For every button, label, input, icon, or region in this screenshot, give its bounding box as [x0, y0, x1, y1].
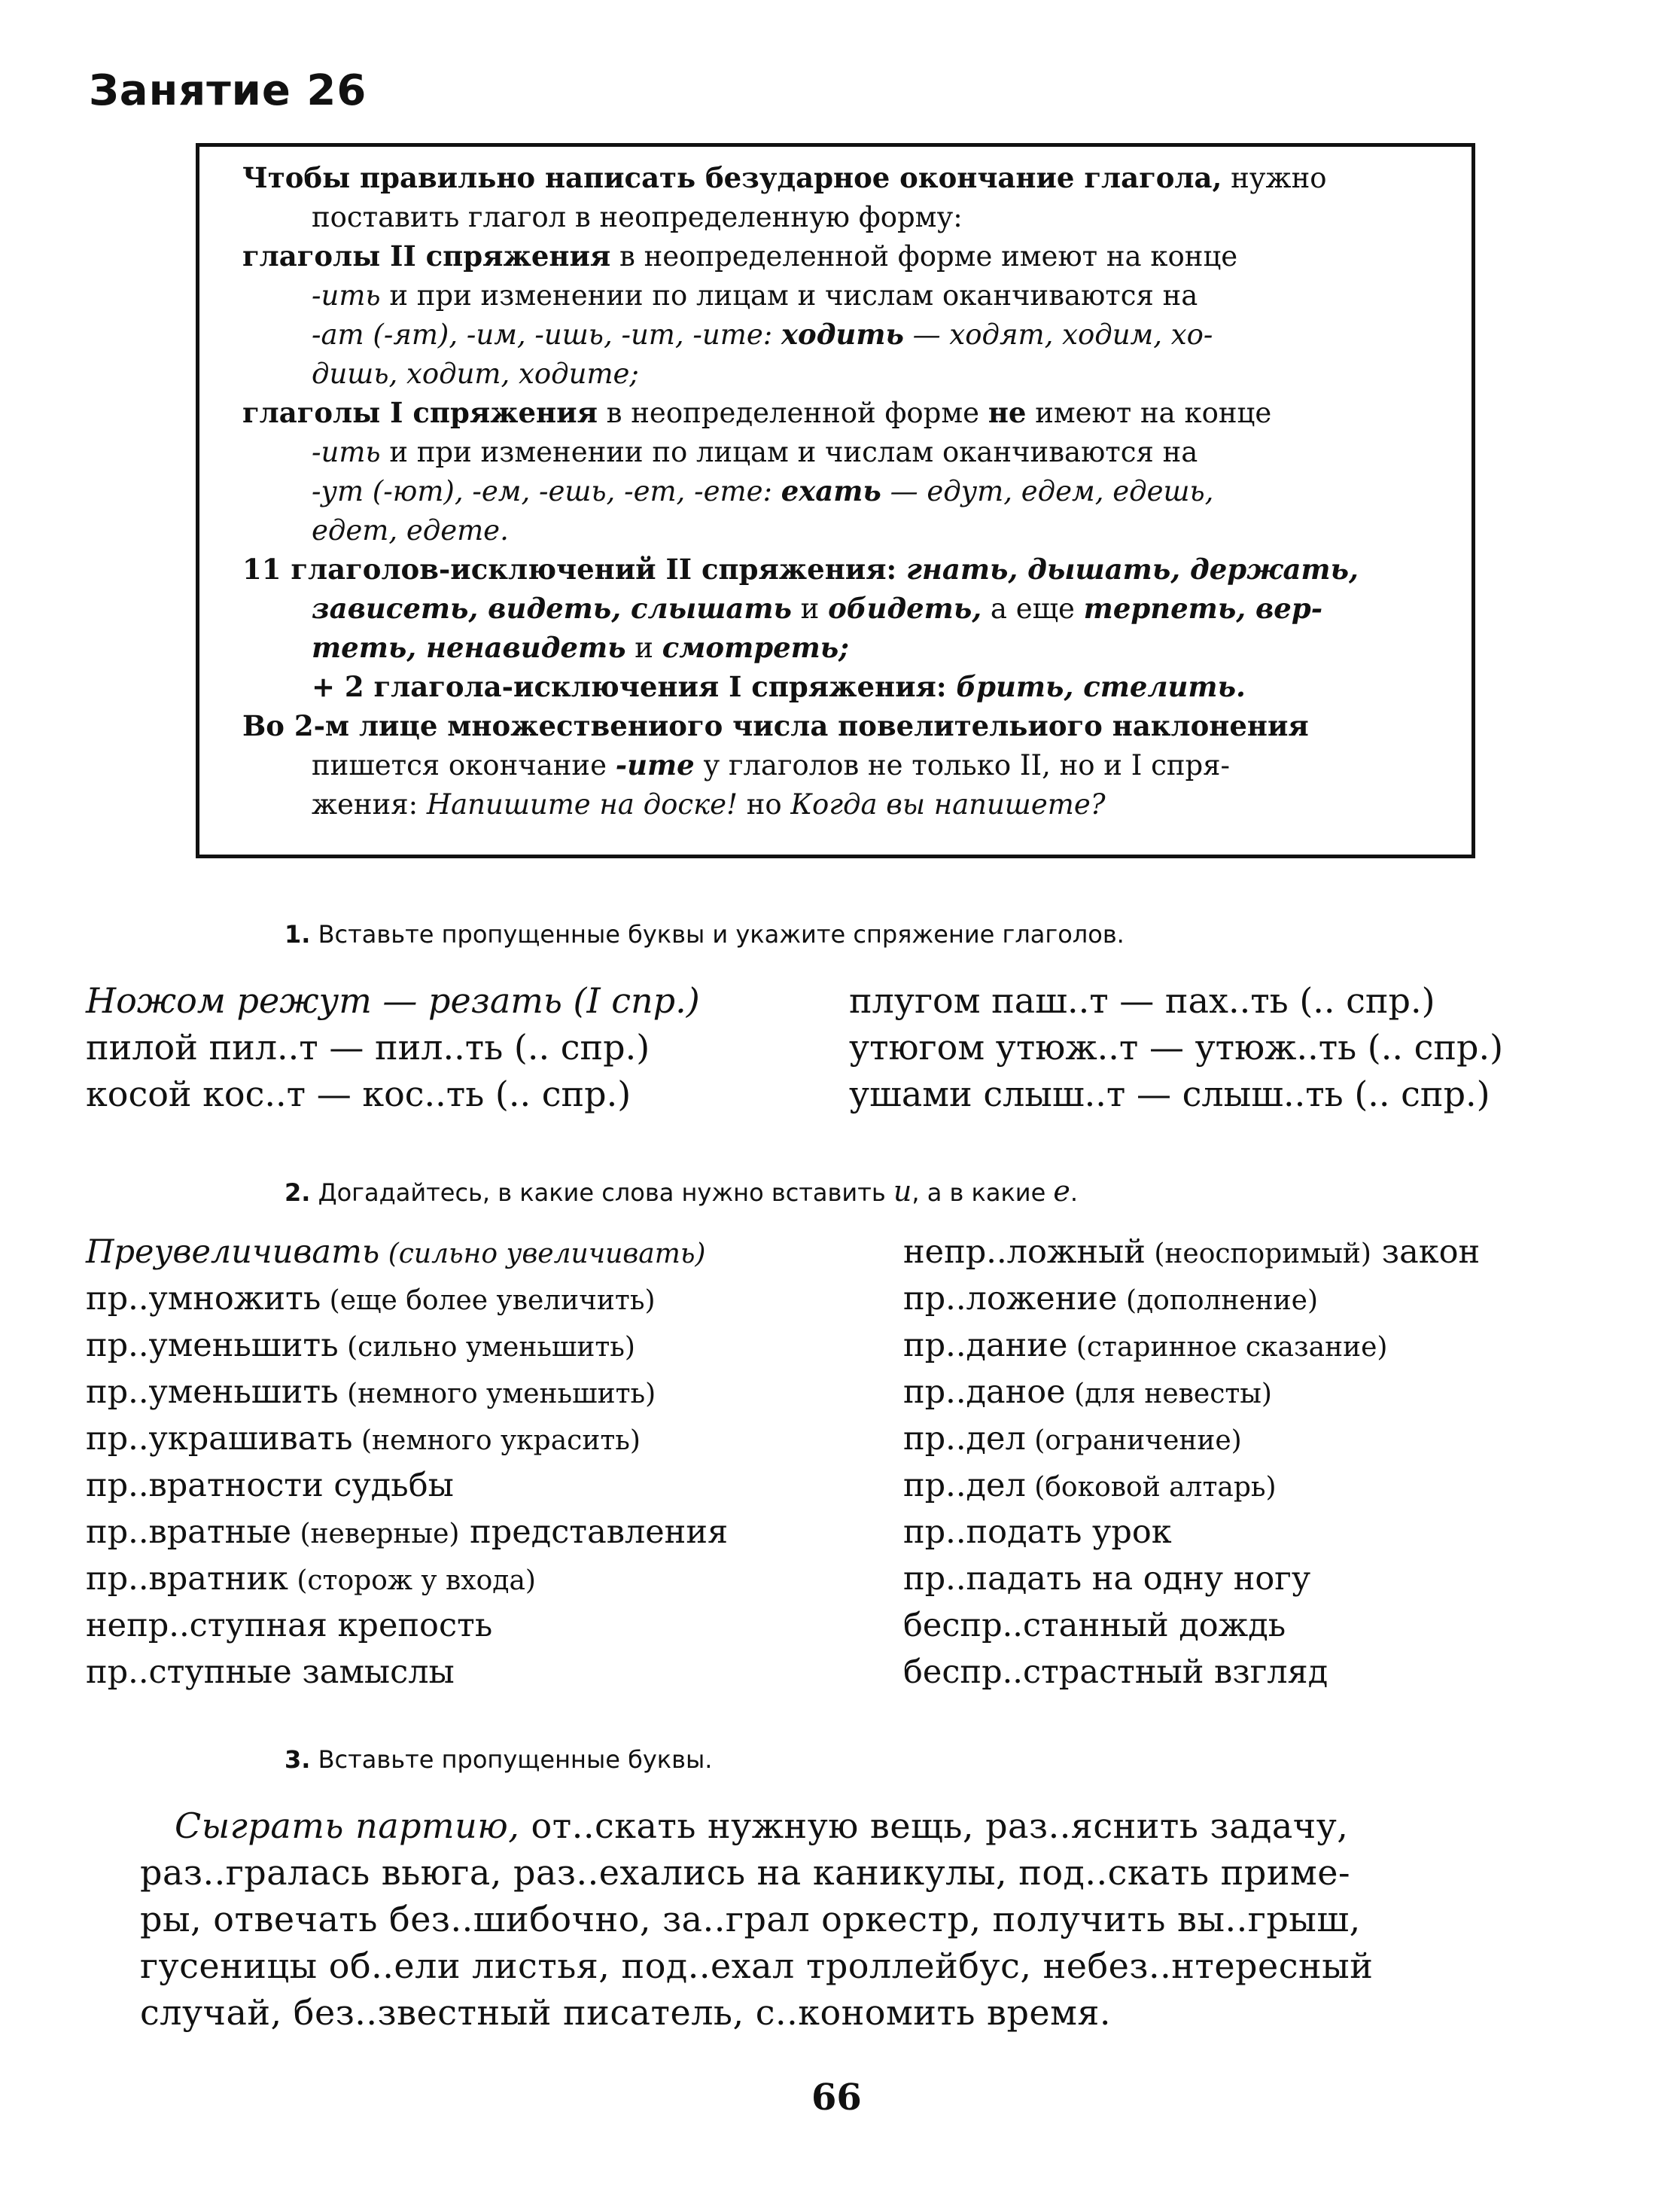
exercise-2-line: [86, 1653, 455, 1691]
exercise-2-line: [86, 1560, 536, 1598]
exercise-instruction: Догадайтесь, в какие слова нужно вставить: [310, 1178, 893, 1207]
exercise-3-line: [140, 1992, 1112, 2033]
exercise-2-line: [86, 1513, 729, 1551]
rule-text: поставить глагол в неопределенную форму:: [312, 201, 963, 233]
exercise-2-line: [86, 1607, 493, 1644]
exercise-2-word: беспр..страстный взгляд: [903, 1653, 1328, 1691]
exercise-2-word: пр..дел: [903, 1420, 1026, 1458]
exercise-1-example: Ножом режут — резать (I спр.): [86, 980, 700, 1021]
rule-text: -ут (-ют), -ем, -ешь, -ет, -ете:: [312, 475, 781, 507]
exercise-2-word: пр..уменьшить: [86, 1373, 339, 1411]
exercise-2-line: [86, 1373, 656, 1411]
exercise-2-line: [903, 1653, 1328, 1691]
rule-line: [312, 279, 1198, 312]
rule-text: Когда вы напишете?: [790, 788, 1106, 821]
rule-text: но: [737, 788, 791, 821]
exercise-3-text: случай, без..звестный писатель, с..кономить время.: [140, 1992, 1112, 2033]
exercise-3-text: от..скать нужную вещь, раз..яснить задачу,: [519, 1805, 1349, 1846]
exercise-2-word: пр..даное: [903, 1373, 1066, 1411]
rule-text: имеют на конце: [1026, 397, 1272, 429]
rule-line: [242, 396, 1272, 429]
rule-text: теть, ненавидеть: [312, 631, 626, 664]
exercise-2-line: [903, 1373, 1272, 1411]
rule-text: у глаголов не только II, но и I спря-: [694, 749, 1231, 782]
rule-text: + 2 глагола-исключения I спряжения:: [312, 670, 957, 703]
rule-text: и: [625, 632, 662, 664]
exercise-2-line: [903, 1280, 1319, 1318]
letter-e: е: [1053, 1175, 1070, 1208]
rule-line: [312, 788, 1106, 821]
exercise-1-line: [86, 1074, 632, 1114]
rule-text: а еще: [982, 593, 1084, 625]
rule-text: Напишите на доске!: [426, 788, 738, 821]
rule-line: [312, 203, 963, 231]
exercise-1-line: [86, 980, 700, 1021]
rule-text: и: [791, 593, 829, 625]
exercise-2-line: [903, 1420, 1242, 1458]
exercise-2-example-word: Преувеличивать: [86, 1233, 380, 1271]
exercise-1-line: [849, 980, 1435, 1021]
rule-text: не: [988, 396, 1027, 429]
exercise-2-line: [86, 1420, 641, 1458]
rule-text: — ходят, ходим, хо-: [903, 318, 1213, 351]
rule-text: обидеть,: [828, 592, 982, 625]
rule-text: -ите: [615, 748, 695, 782]
rule-text: -ат (-ят), -им, -ишь, -ит, -ите:: [312, 318, 781, 351]
rule-text: пишется окончание: [312, 749, 616, 782]
rule-text: Во 2-м лице множествениого числа повелительиого наклонения: [242, 709, 1309, 742]
exercise-2-word: пр..ложение: [903, 1280, 1118, 1318]
rule-line: [312, 360, 639, 388]
exercise-2-note: (для невесты): [1065, 1379, 1272, 1409]
exercise-1-item: утюгом утюж..т — утюж..ть (.. спр.): [849, 1027, 1504, 1068]
exercise-number: 1.: [285, 920, 311, 949]
exercise-3-text: гусеницы об..ели листья, под..ехал троллейбус, небез..нтересный: [140, 1945, 1374, 1986]
exercise-2-word: пр..дание: [903, 1327, 1068, 1364]
exercise-2-word: представления: [459, 1513, 729, 1551]
exercise-2-note: (немного украсить): [352, 1425, 641, 1456]
rule-text: 11 глаголов-исключений II спряжения:: [242, 553, 907, 586]
exercise-2-line: [86, 1327, 635, 1364]
rule-text: -ить: [312, 279, 381, 312]
exercise-2-word: пр..дел: [903, 1467, 1026, 1504]
exercise-2-word: пр..уменьшить: [86, 1327, 339, 1364]
exercise-2-line: [86, 1467, 454, 1504]
rule-text: Чтобы правильно написать безударное окончание глагола,: [242, 161, 1222, 194]
exercise-1-item: плугом паш..т — пах..ть (.. спр.): [849, 980, 1435, 1021]
rule-text: смотреть;: [662, 631, 849, 664]
rule-text: брить, стелить.: [956, 670, 1246, 703]
exercise-2-word: пр..умножить: [86, 1280, 321, 1318]
exercise-1-line: [849, 1074, 1490, 1114]
exercise-2-note: (сильно увеличивать): [379, 1239, 706, 1269]
rule-line: [242, 161, 1327, 194]
exercise-1-item: ушами слыш..т — слыш..ть (.. спр.): [849, 1074, 1490, 1114]
exercise-2-note: (неверные): [291, 1519, 460, 1549]
exercise-3-line: [140, 1945, 1374, 1986]
exercise-2-word: пр..вратник: [86, 1560, 288, 1598]
rule-text: -ить: [312, 436, 381, 468]
exercise-1-line: [86, 1027, 650, 1068]
exercise-instruction: .: [1070, 1178, 1079, 1207]
rule-text: едет, едете.: [312, 514, 509, 547]
exercise-1-item: косой кос..т — кос..ть (.. спр.): [86, 1074, 632, 1114]
exercise-2-note: (еще более увеличить): [321, 1285, 656, 1316]
rule-text: глаголы II спряжения: [242, 239, 611, 273]
exercise-3-text: раз..гралась вьюга, раз..ехались на каникулы, под..скать приме-: [140, 1852, 1350, 1893]
exercise-1-line: [849, 1027, 1504, 1068]
rule-line: [312, 748, 1231, 782]
exercise-2-word: непр..ложный: [903, 1233, 1146, 1271]
rule-text: ходить: [781, 318, 904, 351]
exercise-instruction: , а в какие: [912, 1178, 1054, 1207]
exercise-1-heading: [285, 920, 1125, 949]
exercise-2-note: (немного уменьшить): [338, 1379, 656, 1409]
exercise-3-heading: [285, 1745, 712, 1774]
exercise-number: 2.: [285, 1178, 311, 1207]
rule-text: жения:: [312, 788, 427, 821]
exercise-3-line: [140, 1852, 1350, 1893]
exercise-2-word: пр..украшивать: [86, 1420, 353, 1458]
rule-line: [312, 631, 849, 664]
rule-line: [242, 709, 1309, 742]
exercise-1-item: пилой пил..т — пил..ть (.. спр.): [86, 1027, 650, 1068]
exercise-2-line: [903, 1513, 1172, 1551]
exercise-number: 3.: [285, 1745, 311, 1774]
rule-text: и при изменении по лицам и числам оканчиваются на: [380, 436, 1198, 468]
rule-text: дишь, ходит, ходите;: [312, 358, 639, 390]
exercise-2-word: пр..падать на одну ногу: [903, 1560, 1311, 1598]
exercise-instruction: Вставьте пропущенные буквы.: [310, 1745, 713, 1774]
exercise-2-line: [86, 1280, 656, 1318]
exercise-instruction: Вставьте пропущенные буквы и укажите спряжение глаголов.: [310, 920, 1125, 949]
exercise-2-line: [903, 1233, 1481, 1271]
rule-line: [312, 318, 1213, 351]
rule-line: [312, 438, 1198, 466]
exercise-2-word: закон: [1371, 1233, 1481, 1271]
lesson-title: Занятие 26: [89, 66, 367, 115]
exercise-2-note: (дополнение): [1117, 1285, 1319, 1316]
rule-line: [312, 592, 1323, 625]
exercise-3-example: Сыграть партию,: [175, 1805, 520, 1846]
rule-text: нужно: [1222, 162, 1327, 194]
rule-text: глаголы I спряжения: [242, 396, 598, 429]
rule-line: [312, 670, 1246, 703]
rule-text: терпеть, вер-: [1083, 592, 1323, 625]
exercise-2-heading: [285, 1175, 1078, 1208]
exercise-2-line: [903, 1327, 1388, 1364]
exercise-3-text: ры, отвечать без..шибочно, за..грал оркестр, получить вы..грыш,: [140, 1899, 1361, 1939]
exercise-2-word: пр..подать урок: [903, 1513, 1172, 1551]
exercise-2-word: пр..ступные замыслы: [86, 1653, 455, 1691]
rule-line: [242, 239, 1238, 273]
exercise-2-note: (старинное сказание): [1067, 1332, 1388, 1363]
rule-text: гнать, дышать, держать,: [906, 553, 1359, 586]
exercise-2-line: [903, 1560, 1311, 1598]
page-number: 66: [811, 2076, 862, 2119]
rule-text: ехать: [781, 474, 881, 507]
exercise-2-line: [903, 1607, 1286, 1644]
rule-text: и при изменении по лицам и числам оканчиваются на: [380, 279, 1198, 312]
exercise-2-word: пр..вратности судьбы: [86, 1467, 454, 1504]
letter-i: и: [893, 1175, 912, 1208]
rule-text: в неопределенной форме имеют на конце: [610, 240, 1238, 273]
rule-text: зависеть, видеть, слышать: [312, 592, 792, 625]
rule-line: [242, 553, 1359, 586]
exercise-2-note: (боковой алтарь): [1025, 1472, 1277, 1503]
exercise-2-note: (неоспоримый): [1145, 1239, 1371, 1269]
exercise-3-line: [175, 1805, 1349, 1846]
rule-line: [312, 514, 509, 547]
exercise-2-note: (ограничение): [1025, 1425, 1242, 1456]
rule-text: — едут, едем, едешь,: [881, 475, 1214, 507]
exercise-2-note: (сильно уменьшить): [338, 1332, 635, 1363]
exercise-2-note: (сторож у входа): [288, 1565, 536, 1596]
exercise-2-word: непр..ступная крепость: [86, 1607, 493, 1644]
exercise-2-word: пр..вратные: [86, 1513, 292, 1551]
exercise-3-line: [140, 1899, 1361, 1939]
exercise-2-word: беспр..станный дождь: [903, 1607, 1286, 1644]
exercise-2-line: [86, 1233, 706, 1271]
rule-text: в неопределенной форме: [597, 397, 988, 429]
exercise-2-line: [903, 1467, 1277, 1504]
rule-line: [312, 474, 1214, 507]
